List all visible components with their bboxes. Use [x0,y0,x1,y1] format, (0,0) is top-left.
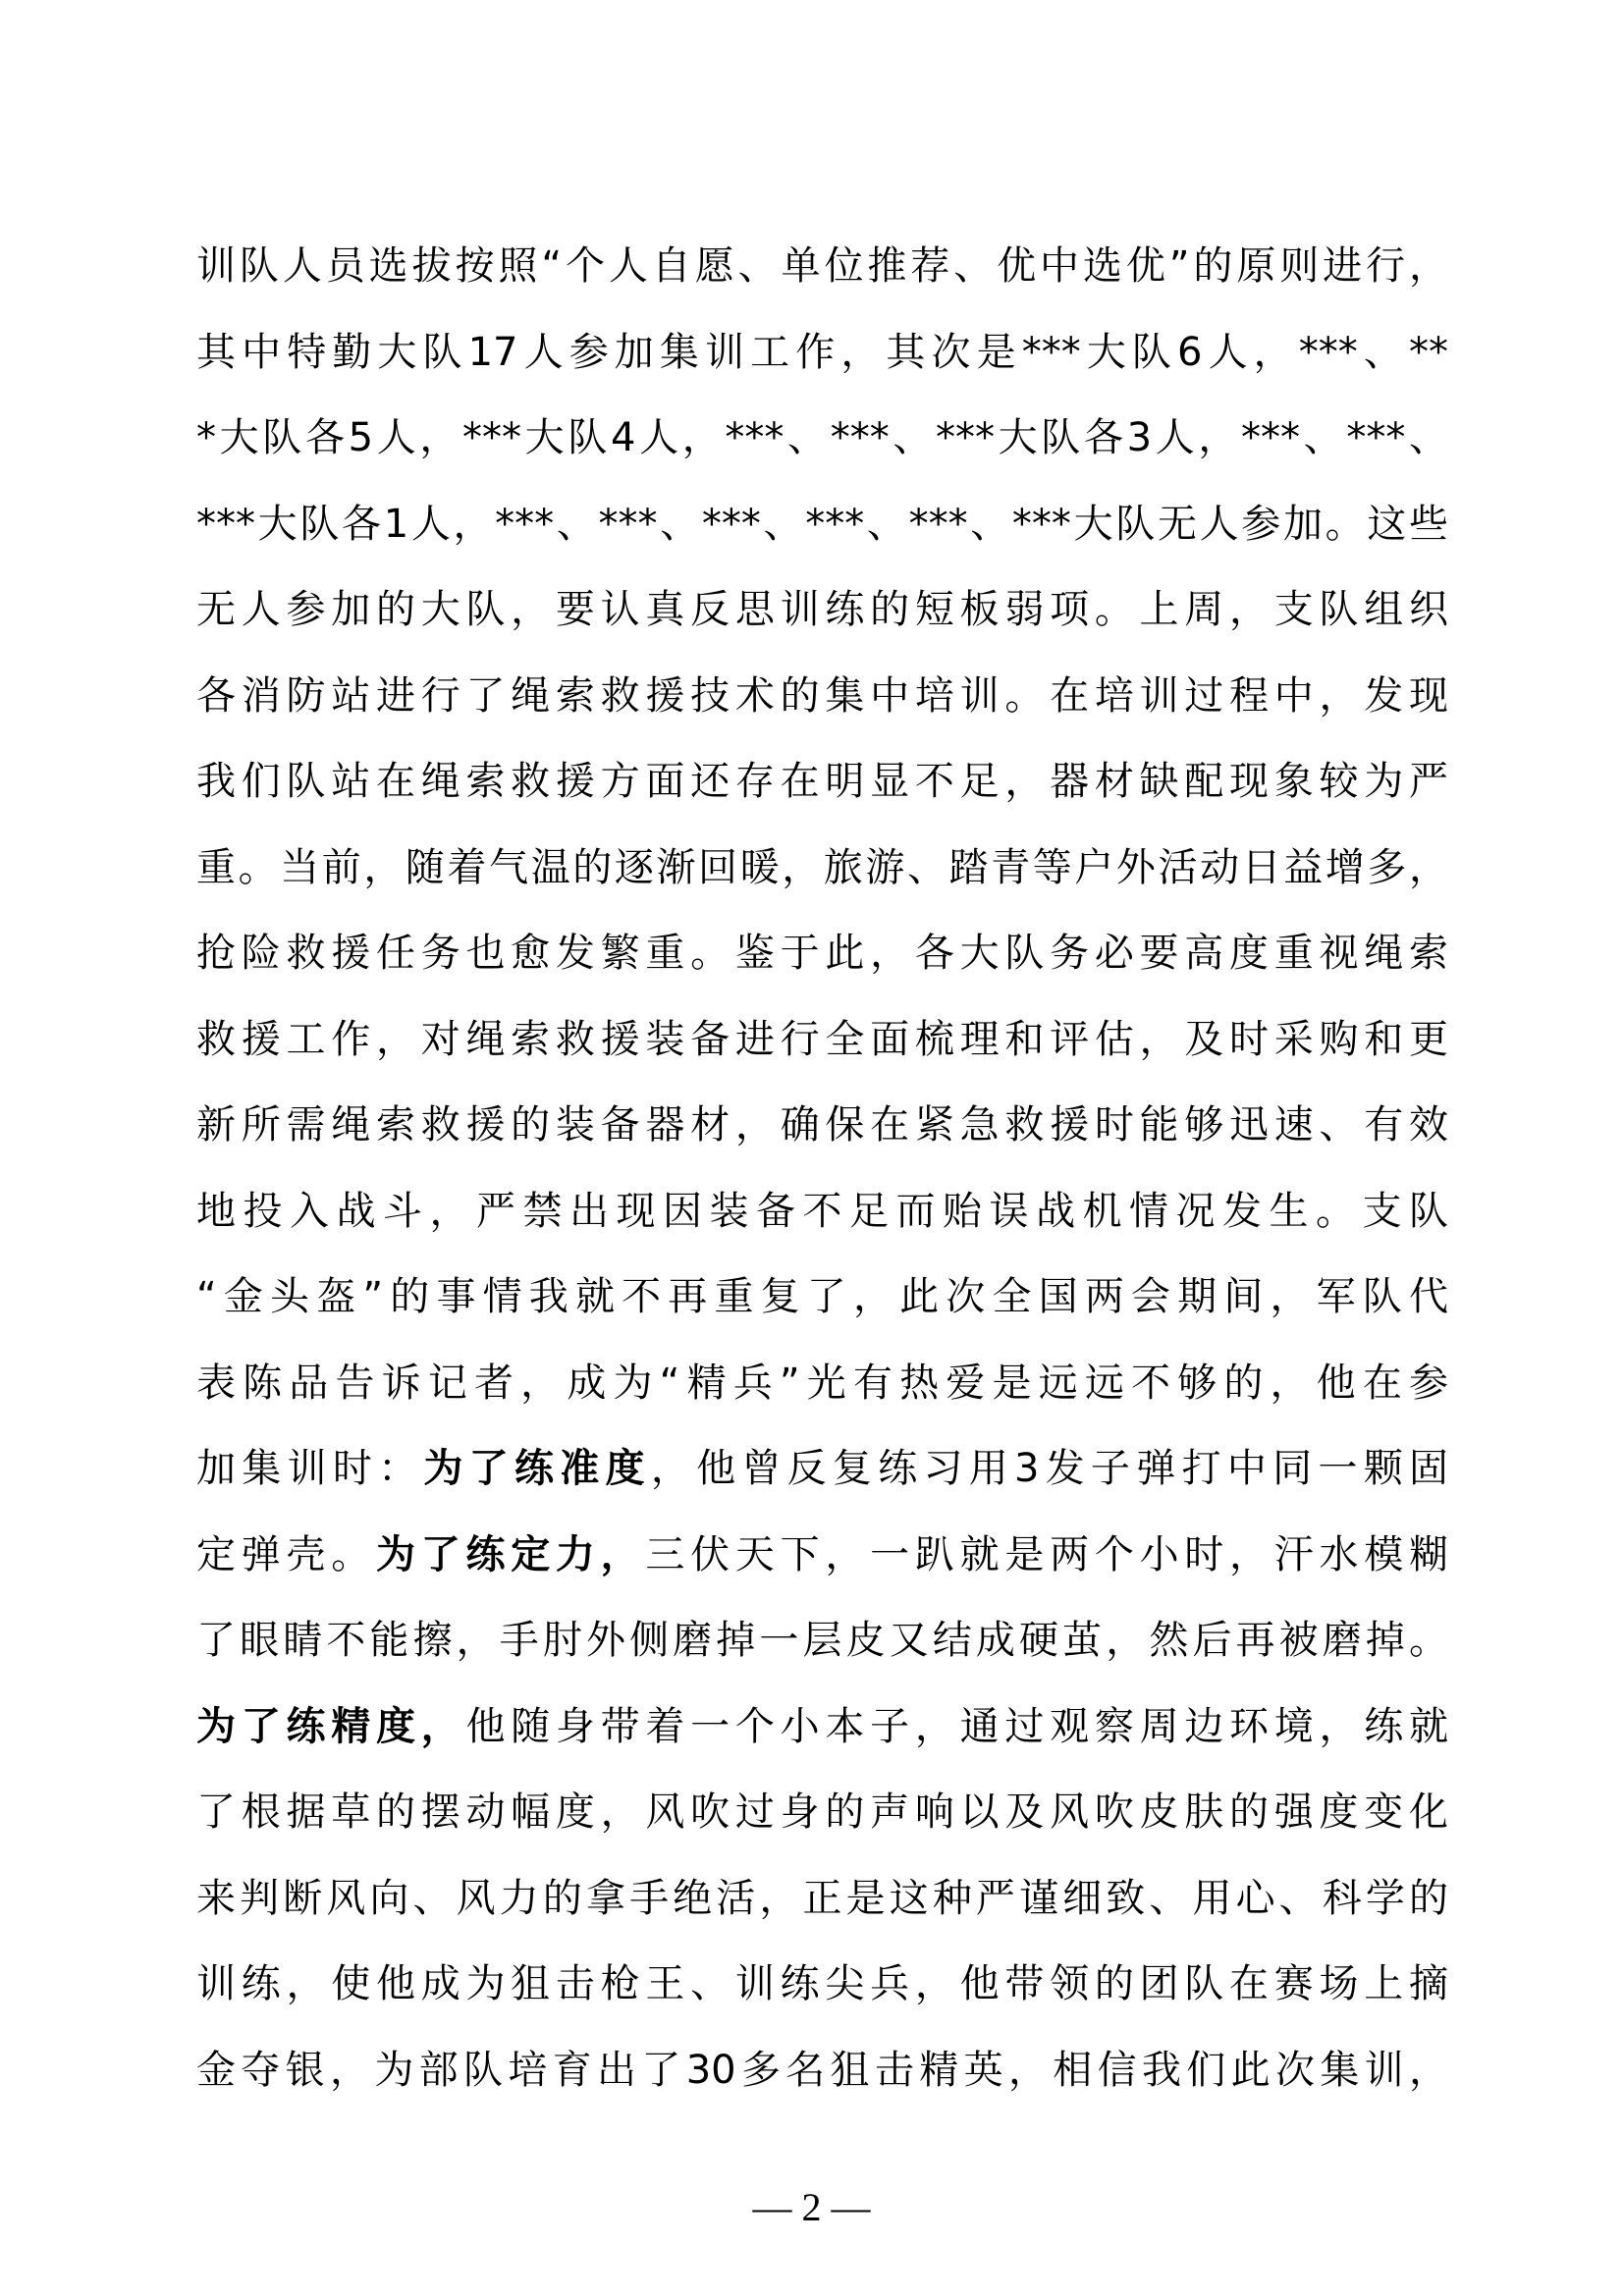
text-line [196,1426,1448,1513]
text-line [196,1513,1448,1599]
text-segment: 他随身带着一个小本子，通过观察周边环境，练就 [465,1703,1449,1749]
text-segment: 重。当前，随着气温的逐渐回暖，旅游、踏青等户外活动日益增多， [196,844,1448,890]
text-segment: ***大队各1人，***、***、***、***、***、***大队无人参加。这些 [196,501,1448,547]
text-segment: 训队人员选拔按照“个人自愿、单位推荐、优中选优”的原则进行， [196,243,1448,289]
bold-text-segment: 为了练准度 [423,1446,651,1491]
text-line [196,826,1448,912]
text-line [196,1255,1448,1341]
text-segment: 了眼睛不能擦，手肘外侧磨掉一层皮又结成硬茧，然后再被磨掉。 [196,1618,1448,1663]
text-segment: 救援工作，对绳索救援装备进行全面梳理和评估，及时采购和更 [196,1016,1448,1062]
text-line [196,567,1448,654]
text-line [196,1684,1448,1771]
text-segment: ，他曾反复练习用3发子弹打中同一颗固 [650,1446,1449,1491]
text-line [196,224,1448,310]
text-segment: 新所需绳索救援的装备器材，确保在紧急救援时能够迅速、有效 [196,1102,1448,1148]
text-segment: *大队各5人，***大队4人，***、***、***大队各3人，***、***、 [196,415,1448,460]
text-line [196,1856,1448,1943]
text-segment: 训练，使他成为狙击枪王、训练尖兵，他带领的团队在赛场上摘 [196,1961,1448,2006]
text-line [196,997,1448,1084]
text-line [196,739,1448,826]
text-segment: 三伏天下，一趴就是两个小时，汗水模糊 [645,1531,1449,1577]
text-line [196,396,1448,482]
text-line [196,1341,1448,1427]
text-segment: “金头盔”的事情我就不再重复了，此次全国两会期间，军队代 [196,1274,1448,1319]
bold-text-segment: 为了练定力， [375,1531,646,1577]
text-line [196,482,1448,568]
text-line [196,1770,1448,1856]
text-line [196,654,1448,740]
text-segment: 抢险救援任务也愈发繁重。鉴于此，各大队务必要高度重视绳索 [196,931,1448,976]
text-segment: 各消防站进行了绳索救援技术的集中培训。在培训过程中，发现 [196,672,1448,719]
text-line [196,911,1448,997]
text-line [196,1169,1448,1255]
text-line [196,310,1448,397]
text-segment: 表陈品告诉记者，成为“精兵”光有热爱是远远不够的，他在参 [196,1360,1448,1406]
bold-text-segment: 为了练精度， [196,1703,466,1749]
text-segment: 我们队站在绳索救援方面还存在明显不足，器材缺配现象较为严 [196,759,1448,804]
text-line [196,1942,1448,2028]
text-segment: 了根据草的摆动幅度，风吹过身的声响以及风吹皮肤的强度变化 [196,1789,1448,1835]
text-segment: 无人参加的大队，要认真反思训练的短板弱项。上周，支队组织 [196,587,1448,632]
text-segment: 金夺银，为部队培育出了30多名狙击精英，相信我们此次集训， [196,2047,1448,2093]
text-segment: 加集训时： [196,1446,424,1491]
page-number: — 2 — [752,2185,871,2229]
document-body [196,224,1448,2113]
text-segment: 其中特勤大队17人参加集训工作，其次是***大队6人，***、** [196,329,1448,375]
text-segment: 地投入战斗，严禁出现因装备不足而贻误战机情况发生。支队 [196,1188,1448,1234]
text-line [196,1083,1448,1169]
text-line [196,2028,1448,2114]
text-segment: 来判断风向、风力的拿手绝活，正是这种严谨细致、用心、科学的 [196,1875,1448,1921]
text-segment: 定弹壳。 [196,1531,376,1577]
text-line [196,1598,1448,1684]
